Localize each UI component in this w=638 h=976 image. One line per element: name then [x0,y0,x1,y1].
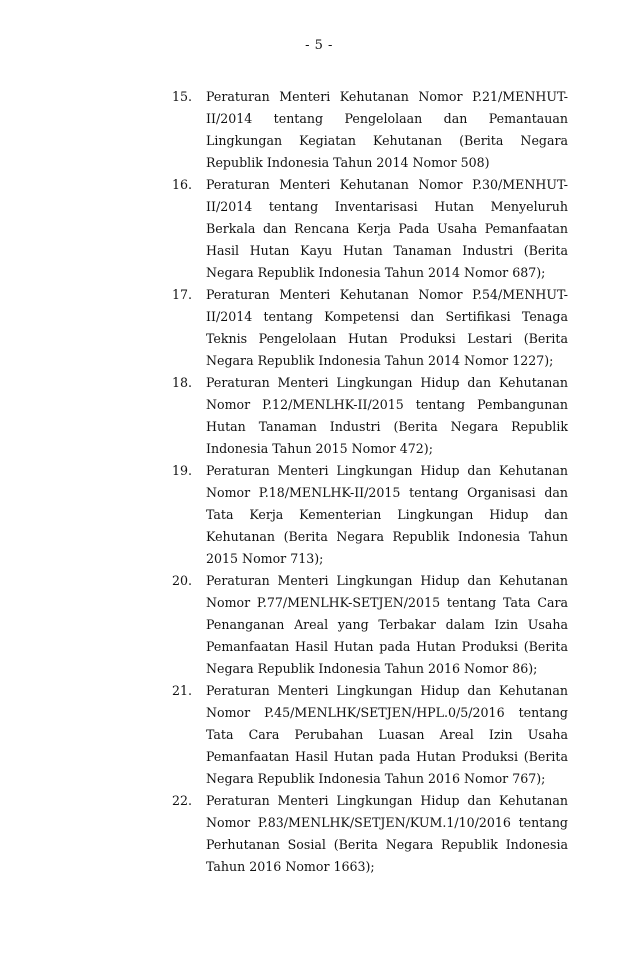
regulation-list [172,86,568,878]
regulation-item [172,460,568,570]
regulation-number: 21. [172,683,193,698]
regulation-text: Peraturan Menteri Kehutanan Nomor P.54/MENHUT-II/2014 tentang Kompetensi dan Sertifikasi Tenaga Teknis Pengelolaan Hutan Produksi Lestari (Berita Negara Republik Indonesia Tahun 2014 Nomor 1227); [206,287,568,368]
regulation-item [172,790,568,878]
regulation-item [172,174,568,284]
regulation-text: Peraturan Menteri Lingkungan Hidup dan Kehutanan Nomor P.45/MENLHK/SETJEN/HPL.0/5/2016 tentang Tata Cara Perubahan Luasan Areal Izin Usaha Pemanfaatan Hasil Hutan pada Hutan Produksi (Berita Negara Republik Indonesia Tahun 2016 Nomor 767); [206,683,568,786]
regulation-number: 22. [172,793,193,808]
regulation-item [172,372,568,460]
regulation-item [172,284,568,372]
regulation-number: 15. [172,89,193,104]
regulation-text: Peraturan Menteri Lingkungan Hidup dan Kehutanan Nomor P.77/MENLHK-SETJEN/2015 tentang Tata Cara Penanganan Areal yang Terbakar dalam Izin Usaha Pemanfaatan Hasil Hutan pada Hutan Produksi (Berita Negara Republik Indonesia Tahun 2016 Nomor 86); [206,573,568,676]
regulation-text: Peraturan Menteri Kehutanan Nomor P.30/MENHUT-II/2014 tentang Inventarisasi Hutan Menyeluruh Berkala dan Rencana Kerja Pada Usaha Pemanfaatan Hasil Hutan Kayu Hutan Tanaman Industri (Berita Negara Republik Indonesia Tahun 2014 Nomor 687); [206,177,568,280]
regulation-item [172,570,568,680]
page-number: - 5 - [305,38,333,53]
regulation-text: Peraturan Menteri Lingkungan Hidup dan Kehutanan Nomor P.12/MENLHK-II/2015 tentang Pembangunan Hutan Tanaman Industri (Berita Negara Republik Indonesia Tahun 2015 Nomor 472); [206,375,568,456]
regulation-text: Peraturan Menteri Lingkungan Hidup dan Kehutanan Nomor P.83/MENLHK/SETJEN/KUM.1/10/2016 tentang Perhutanan Sosial (Berita Negara Republik Indonesia Tahun 2016 Nomor 1663); [206,793,568,874]
regulation-number: 17. [172,287,193,302]
regulation-number: 18. [172,375,193,390]
regulation-item [172,680,568,790]
regulation-text: Peraturan Menteri Kehutanan Nomor P.21/MENHUT-II/2014 tentang Pengelolaan dan Pemantauan Lingkungan Kegiatan Kehutanan (Berita Negara Republik Indonesia Tahun 2014 Nomor 508) [206,89,568,170]
regulation-number: 19. [172,463,193,478]
regulation-number: 20. [172,573,193,588]
regulation-item [172,86,568,174]
regulation-number: 16. [172,177,193,192]
regulation-text: Peraturan Menteri Lingkungan Hidup dan Kehutanan Nomor P.18/MENLHK-II/2015 tentang Organisasi dan Tata Kerja Kementerian Lingkungan Hidup dan Kehutanan (Berita Negara Republik Indonesia Tahun 2015 Nomor 713); [206,463,568,566]
